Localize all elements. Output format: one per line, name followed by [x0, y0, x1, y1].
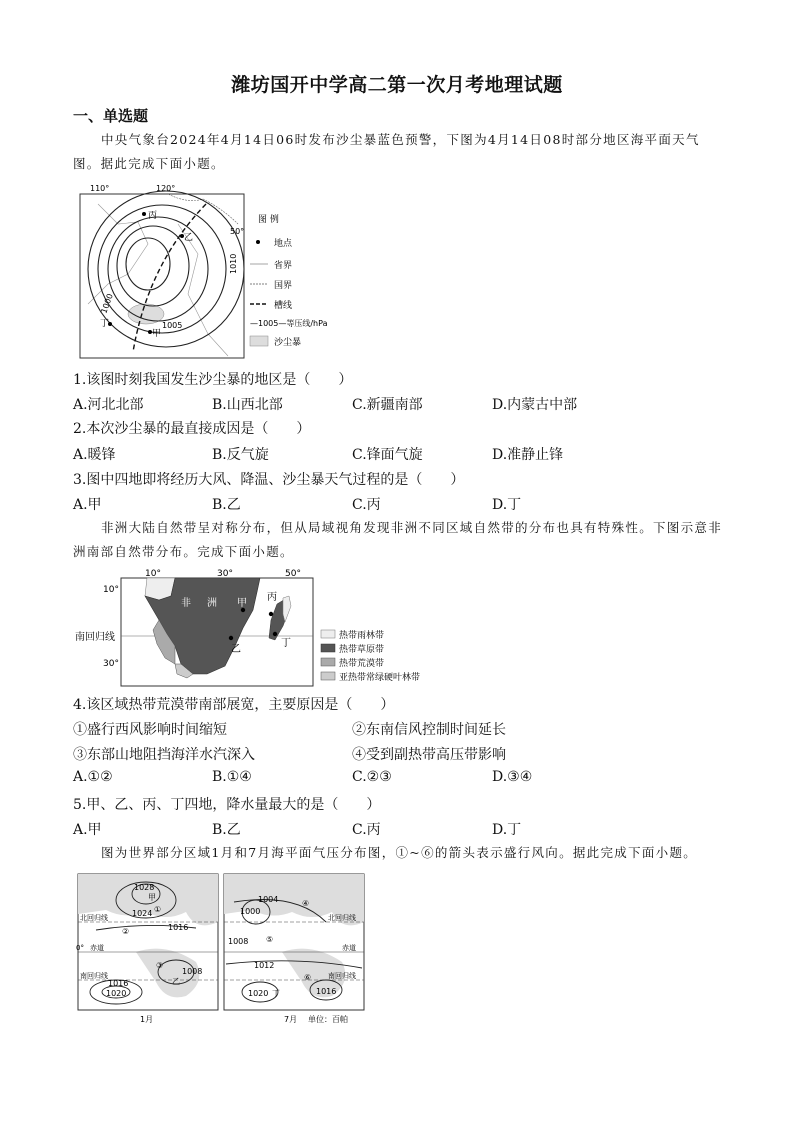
africa-zones-figure: [75, 566, 445, 688]
map2-point-yi: 乙: [231, 644, 241, 655]
map2-label-zhou: 洲: [207, 598, 217, 609]
jan-wind-1: ①: [154, 905, 162, 914]
point-ding: 丁: [100, 319, 110, 329]
jan-1020: 1020: [106, 989, 127, 998]
q3-option-b[interactable]: B.乙: [212, 497, 241, 513]
jul-tropic-capricorn: 南回归线: [328, 972, 356, 980]
map1-lon-110: 110°: [90, 184, 110, 193]
map2-lon-10: 10°: [145, 569, 161, 579]
intro-text-2: 非洲大陆自然带呈对称分布，但从局域视角发现非洲不同区域自然带的分布也具有特殊性。下图示意非洲南部自然带分布。完成下面小题。: [73, 520, 723, 559]
q2-option-b[interactable]: B.反气旋: [212, 447, 269, 463]
q4-option-b[interactable]: B.①④: [212, 769, 252, 785]
isobar-label-1005: 1005: [162, 321, 183, 330]
jul-1020: 1020: [248, 989, 269, 998]
q4-item-1: ①盛行西风影响时间缩短: [73, 722, 227, 738]
jan-1024: 1024: [132, 909, 153, 918]
question-3-stem: 3.图中四地即将经历大风、降温、沙尘暴天气过程的是（ ）: [73, 472, 465, 488]
point-jia: 甲: [152, 329, 162, 339]
q2-option-c[interactable]: C.锋面气旋: [352, 447, 423, 463]
question-1-stem: 1.该图时刻我国发生沙尘暴的地区是（ ）: [73, 372, 353, 388]
point-yi: 乙: [184, 233, 194, 243]
map1-lon-120: 120°: [156, 184, 176, 193]
q2-option-d[interactable]: D.准静止锋: [492, 447, 564, 463]
jan-1008: 1008: [182, 967, 203, 976]
point-bing: 丙: [148, 211, 158, 221]
jan-zero-deg: 0°: [76, 944, 84, 952]
map2-lat-30: 30°: [103, 659, 119, 669]
jan-wind-2: ②: [122, 927, 130, 936]
jan-label: 1月: [140, 1015, 154, 1024]
q5-option-b[interactable]: B.乙: [212, 822, 241, 838]
map2-legend-desert: 热带荒漠带: [339, 659, 385, 669]
intro-paragraph-3: [73, 841, 723, 865]
jul-label: 7月: [284, 1015, 298, 1024]
q1-option-b[interactable]: B.山西北部: [212, 397, 283, 413]
q3-option-d[interactable]: D.丁: [492, 497, 522, 513]
map1-legend-country: 国界: [274, 281, 293, 291]
q4-item-4: ④受到副热带高压带影响: [352, 747, 506, 763]
question-2-stem: 2.本次沙尘暴的最直接成因是（ ）: [73, 421, 311, 437]
q3-option-a[interactable]: A.甲: [73, 497, 102, 513]
map1-legend-province: 省界: [274, 261, 293, 271]
intro-paragraph-1: [73, 128, 723, 176]
q5-option-d[interactable]: D.丁: [492, 822, 522, 838]
map2-label-fei: 非: [181, 598, 191, 609]
map2-tropic: 南回归线: [75, 632, 115, 643]
q3-option-c[interactable]: C.丙: [352, 497, 381, 513]
page-title: 潍坊国开中学高二第一次月考地理试题: [231, 74, 563, 96]
map1-lat-50: 50°: [230, 227, 245, 236]
q1-option-d[interactable]: D.内蒙古中部: [492, 397, 578, 413]
jul-tropic-cancer: 北回归线: [328, 914, 356, 922]
q5-option-c[interactable]: C.丙: [352, 822, 381, 838]
weather-map-figure: [78, 184, 338, 362]
section-heading: 一、单选题: [73, 107, 149, 125]
map2-point-ding: 丁: [281, 638, 291, 649]
map2-legend-mediterranean: 亚热带常绿硬叶林带: [339, 673, 421, 683]
q2-option-a[interactable]: A.暖锋: [73, 447, 116, 463]
q5-option-a[interactable]: A.甲: [73, 822, 102, 838]
jan-1016-s: 1016: [108, 979, 129, 988]
jan-wind-3: ③: [156, 961, 164, 970]
jan-tropic-capricorn: 南回归线: [80, 972, 108, 980]
isobar-label-1000: 1000: [99, 292, 115, 315]
map1-legend-isobar: —1005—等压线/hPa: [250, 319, 328, 328]
jul-1016: 1016: [316, 987, 337, 996]
pressure-unit: 单位：百帕: [308, 1015, 348, 1024]
jan-yi: 乙: [172, 977, 180, 986]
q4-item-3: ③东部山地阻挡海洋水汽深入: [73, 747, 255, 763]
map2-point-bing: 丙: [267, 592, 277, 603]
isobar-label-1010: 1010: [229, 253, 238, 274]
map1-legend-sandstorm: 沙尘暴: [274, 338, 302, 348]
map2-lat-10: 10°: [103, 585, 119, 595]
map2-legend-savanna: 热带草原带: [339, 645, 385, 655]
question-4-stem: 4.该区域热带荒漠带南部展宽，主要原因是（ ）: [73, 697, 395, 713]
jul-wind-6: ⑥: [304, 973, 312, 982]
map2-lon-50: 50°: [285, 569, 301, 579]
map1-legend-trough: 槽线: [274, 301, 293, 311]
map2-point-jia: 甲: [237, 598, 247, 609]
q4-option-d[interactable]: D.③④: [492, 769, 533, 785]
q4-option-a[interactable]: A.①②: [73, 769, 113, 785]
question-5-stem: 5.甲、乙、丙、丁四地，降水量最大的是（ ）: [73, 797, 381, 813]
jan-tropic-cancer: 北回归线: [80, 914, 108, 922]
intro-paragraph-2: [73, 516, 723, 564]
pressure-maps-figure: [76, 872, 366, 1024]
map2-legend-rainforest: 热带雨林带: [339, 631, 385, 641]
jan-1028: 1028: [134, 883, 155, 892]
jul-1000: 1000: [240, 907, 261, 916]
jul-1008: 1008: [228, 937, 249, 946]
map2-lon-30: 30°: [217, 569, 233, 579]
q4-option-c[interactable]: C.②③: [352, 769, 392, 785]
jan-1016-n: 1016: [168, 923, 189, 932]
jul-ding: 丁: [272, 989, 280, 998]
jul-1004: 1004: [258, 895, 279, 904]
intro-text-3: 图为世界部分区域1月和7月海平面气压分布图，①~⑥的箭头表示盛行风向。据此完成下面小题。: [101, 845, 698, 860]
q4-item-2: ②东南信风控制时间延长: [352, 722, 506, 738]
intro-text-1: 中央气象台2024年4月14日06时发布沙尘暴蓝色预警，下图为4月14日08时部分地区海平面天气图。据此完成下面小题。: [73, 132, 700, 171]
jul-1012: 1012: [254, 961, 275, 970]
map1-legend-point: 地点: [274, 239, 293, 249]
jan-equator: 赤道: [90, 944, 104, 952]
map1-legend-title: 图 例: [258, 215, 279, 225]
q1-option-c[interactable]: C.新疆南部: [352, 397, 423, 413]
q1-option-a[interactable]: A.河北北部: [73, 397, 144, 413]
jul-wind-5: ⑤: [266, 935, 274, 944]
jan-jia: 甲: [148, 893, 156, 902]
jul-equator: 赤道: [342, 944, 356, 952]
jul-wind-4: ④: [302, 899, 310, 908]
